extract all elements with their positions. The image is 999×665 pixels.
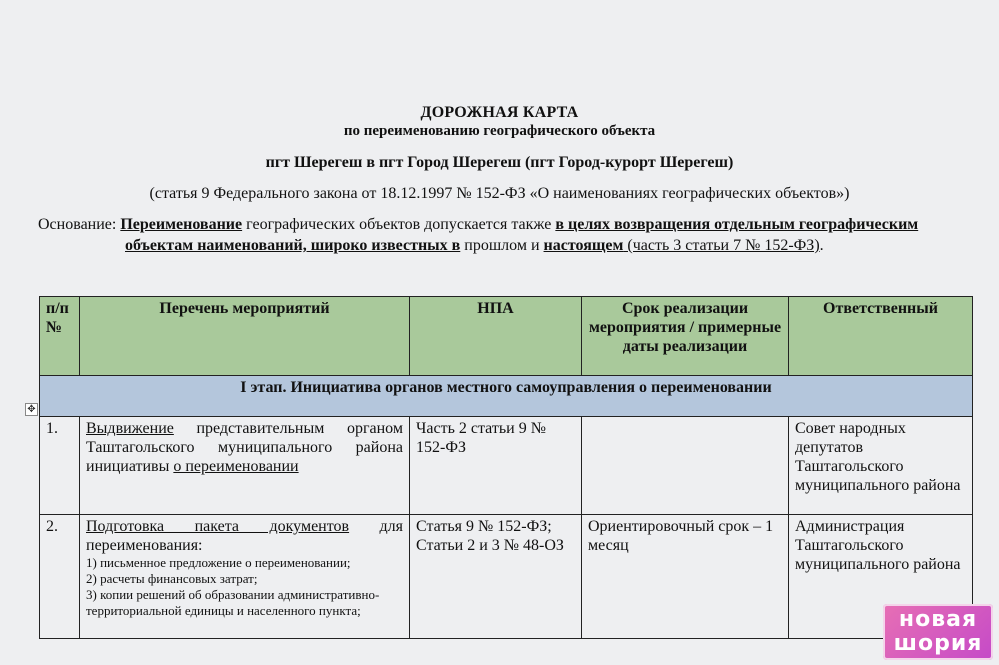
row-responsible: Администрация Таштагольского муниципального района [789,515,973,639]
table-header-row [40,297,973,376]
event-part-c: о переименовании [173,458,299,475]
table-row [40,417,973,515]
col-header-term: Срок реализации мероприятия / примерные даты реализации [582,297,789,376]
basis-part-5: прошлом и [460,237,544,254]
logo-line-1: новая [898,607,978,632]
event-part-b: представительным органом Таштагольского муниципального района инициативы [86,420,403,475]
basis-part-4: объектам наименований, широко известных в [125,237,461,254]
row-npa: Часть 2 статьи 9 № 152-ФЗ [410,417,582,515]
col-header-events: Перечень мероприятий [80,297,410,376]
row-term: Ориентировочный срок – 1 месяц [582,515,789,639]
row-event [80,417,410,515]
basis-line-2 [38,235,978,256]
table-move-handle-icon[interactable]: ✥ [25,403,38,416]
object-name: пгт Шерегеш в пгт Город Шерегеш (пгт Город-курорт Шерегеш) [265,154,734,171]
novaya-shoria-logo [883,604,993,660]
col-header-num: п/п № [40,297,80,376]
basis-part-7: (часть 3 статьи 7 № 152-ФЗ) [623,237,820,254]
roadmap-table [39,296,973,639]
row-npa: Статья 9 № 152-ФЗ; Статьи 2 и 3 № 48-ОЗ [410,515,582,639]
row-responsible: Совет народных депутатов Таштагольского муниципального района [789,417,973,515]
event-part-a: Выдвижение [86,420,174,437]
stage-1-title: I этап. Инициатива органов местного самоуправления о переименовании [40,376,973,417]
list-item: 2) расчеты финансовых затрат; [86,571,258,586]
basis-part-2: географических объектов допускается также [242,216,556,233]
stage-row [40,376,973,417]
basis-part-8: . [819,237,824,254]
event-part-a: Подготовка пакета документов [86,518,350,535]
basis-part-3: в целях возвращения отдельным географическим [555,216,919,233]
basis-part-6: настоящем [543,237,624,254]
row-num: 2. [40,515,80,639]
table-row [40,515,973,639]
event-part-b: для переименования: [86,518,404,554]
basis-part-1: Переименование [120,216,243,233]
row-num: 1. [40,417,80,515]
col-header-npa: НПА [410,297,582,376]
col-header-responsible: Ответственный [789,297,973,376]
doc-subtitle: по переименованию географического объекта [343,123,656,139]
event-heading [86,517,403,555]
doc-title: ДОРОЖНАЯ КАРТА [420,104,579,121]
row-event [80,515,410,639]
law-reference: (статья 9 Федерального закона от 18.12.1997 № 152-ФЗ «О наименованиях географических объектов») [149,185,850,202]
logo-line-2: шория [893,631,983,656]
basis-paragraph [38,214,978,256]
basis-label: Основание: [38,216,117,233]
list-item: 1) письменное предложение о переименовании; [86,555,351,570]
list-item: 3) копии решений об образовании административно-территориальной единицы и населенного пункта; [86,587,380,618]
row-term [582,417,789,515]
